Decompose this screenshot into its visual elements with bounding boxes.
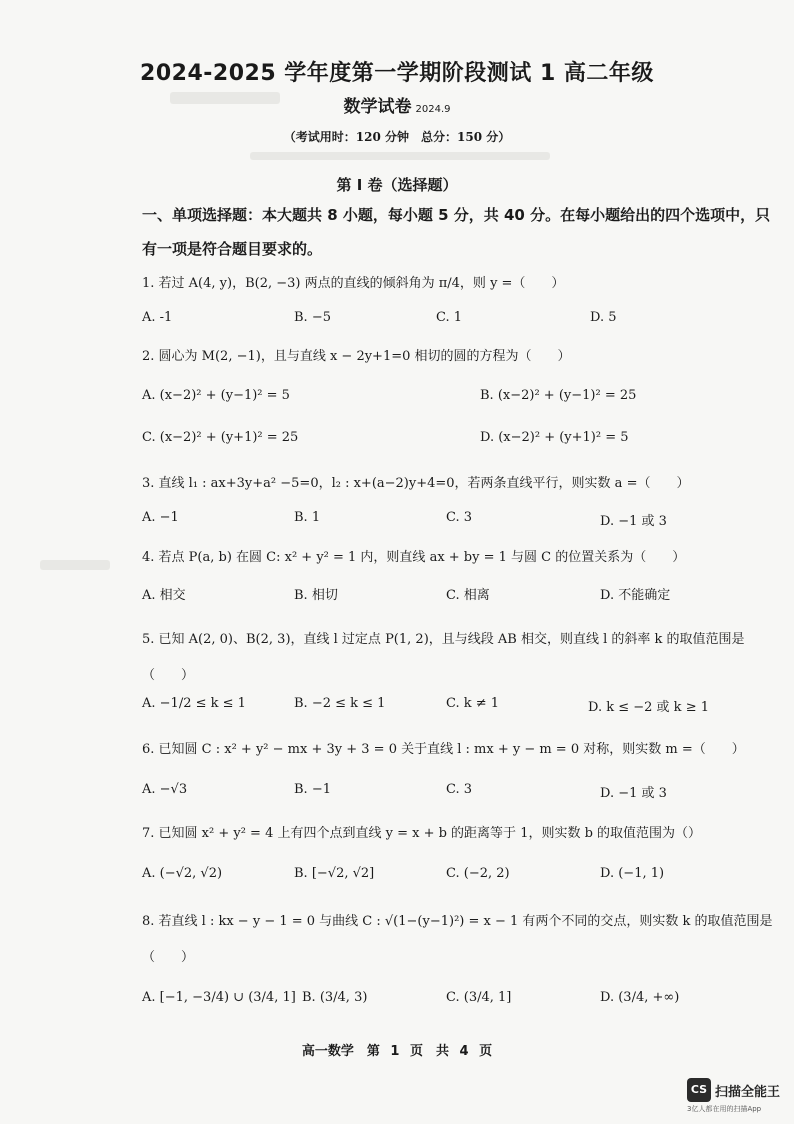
exam-date: 2024.9: [415, 104, 451, 115]
question-2: 2. 圆心为 M(2, −1)，且与直线 x − 2y+1=0 相切的圆的方程为（ ）: [142, 349, 571, 364]
options-7: [142, 866, 782, 890]
scanner-watermark: [687, 1078, 780, 1114]
option-c: C. k ≠ 1: [446, 696, 500, 711]
option-c: C. 相离: [446, 588, 490, 603]
option-b: B. −1: [294, 782, 331, 797]
option-b: B. (3/4, 3): [302, 990, 368, 1005]
option-d: D. (x−2)² + (y+1)² = 5: [480, 430, 629, 445]
volume-heading: 第 I 卷（选择题）: [336, 176, 458, 194]
option-a: A. −√3: [142, 782, 188, 797]
option-d: D. −1 或 3: [600, 786, 667, 801]
option-a: A. (x−2)² + (y−1)² = 5: [142, 388, 290, 403]
subject-name: 数学试卷: [343, 97, 412, 117]
options-2a: [142, 388, 782, 412]
question-1: 1. 若过 A(4, y)，B(2, −3) 两点的直线的倾斜角为 π/4，则 y =（ ）: [142, 276, 565, 291]
option-c: C. 3: [446, 510, 473, 525]
option-c: C. 3: [446, 782, 473, 797]
exam-info: （考试用时：120 分钟 总分：150 分）: [283, 130, 511, 144]
option-d: D. 不能确定: [600, 588, 671, 603]
option-d: D. −1 或 3: [600, 514, 667, 529]
option-a: A. −1/2 ≤ k ≤ 1: [142, 696, 246, 711]
option-b: B. 相切: [294, 588, 338, 603]
option-c: C. (−2, 2): [446, 866, 510, 881]
watermark-tagline: 3亿人都在用的扫描App: [686, 1105, 762, 1113]
watermark-name: 扫描全能王: [714, 1084, 780, 1100]
option-c: C. 1: [436, 310, 463, 325]
section-heading: 一、单项选择题：本大题共 8 小题，每小题 5 分，共 40 分。在每小题给出的四个选项中，只有一项是符合题目要求的。: [142, 206, 771, 258]
scan-smudge: [40, 560, 110, 570]
option-b: B. −2 ≤ k ≤ 1: [294, 696, 386, 711]
option-b: B. [−√2, √2]: [294, 866, 375, 881]
scan-smudge: [250, 152, 550, 160]
question-6: 6. 已知圆 C : x² + y² − mx + 3y + 3 = 0 关于直线 l : mx + y − m = 0 对称，则实数 m =（ ）: [142, 742, 745, 757]
options-1: [142, 310, 782, 334]
question-3: 3. 直线 l₁ : ax+3y+a² −5=0，l₂ : x+(a−2)y+4=0，若两条直线平行，则实数 a =（ ）: [142, 476, 690, 491]
option-a: A. [−1, −3/4) ∪ (3/4, 1]: [142, 990, 296, 1005]
option-a: A. -1: [142, 310, 173, 325]
question-4: 4. 若点 P(a, b) 在圆 C: x² + y² = 1 内，则直线 ax + by = 1 与圆 C 的位置关系为（ ）: [142, 550, 686, 565]
option-b: B. (x−2)² + (y−1)² = 25: [480, 388, 637, 403]
camscanner-logo-icon: CS: [687, 1078, 711, 1102]
question-7: 7. 已知圆 x² + y² = 4 上有四个点到直线 y = x + b 的距离等于 1，则实数 b 的取值范围为（）: [142, 826, 702, 841]
option-b: B. −5: [294, 310, 331, 325]
options-8: [142, 990, 782, 1014]
option-c: C. (x−2)² + (y+1)² = 25: [142, 430, 299, 445]
question-8: 8. 若直线 l : kx − y − 1 = 0 与曲线 C : √(1−(y−1)²) = x − 1 有两个不同的交点，则实数 k 的取值范围是（ ）: [142, 914, 773, 965]
page-footer: 高一数学 第 1 页 共 4 页: [301, 1044, 493, 1059]
exam-subtitle: [0, 92, 794, 117]
option-d: D. k ≤ −2 或 k ≥ 1: [588, 700, 709, 715]
option-a: A. 相交: [142, 588, 186, 603]
option-b: B. 1: [294, 510, 321, 525]
option-a: A. (−√2, √2): [142, 866, 223, 881]
exam-title: 2024-2025 学年度第一学期阶段测试 1 高二年级: [140, 61, 654, 86]
option-a: A. −1: [142, 510, 179, 525]
options-6: [142, 782, 782, 806]
options-3: [142, 510, 782, 534]
options-2b: [142, 430, 782, 454]
options-4: [142, 584, 782, 608]
option-c: C. (3/4, 1]: [446, 990, 512, 1005]
option-d: D. (−1, 1): [600, 866, 665, 881]
option-d: D. 5: [590, 310, 617, 325]
options-5: [142, 696, 782, 720]
option-d: D. (3/4, +∞): [600, 990, 680, 1005]
question-5: 5. 已知 A(2, 0)、B(2, 3)，直线 l 过定点 P(1, 2)，且与线段 AB 相交，则直线 l 的斜率 k 的取值范围是（ ）: [142, 632, 745, 683]
